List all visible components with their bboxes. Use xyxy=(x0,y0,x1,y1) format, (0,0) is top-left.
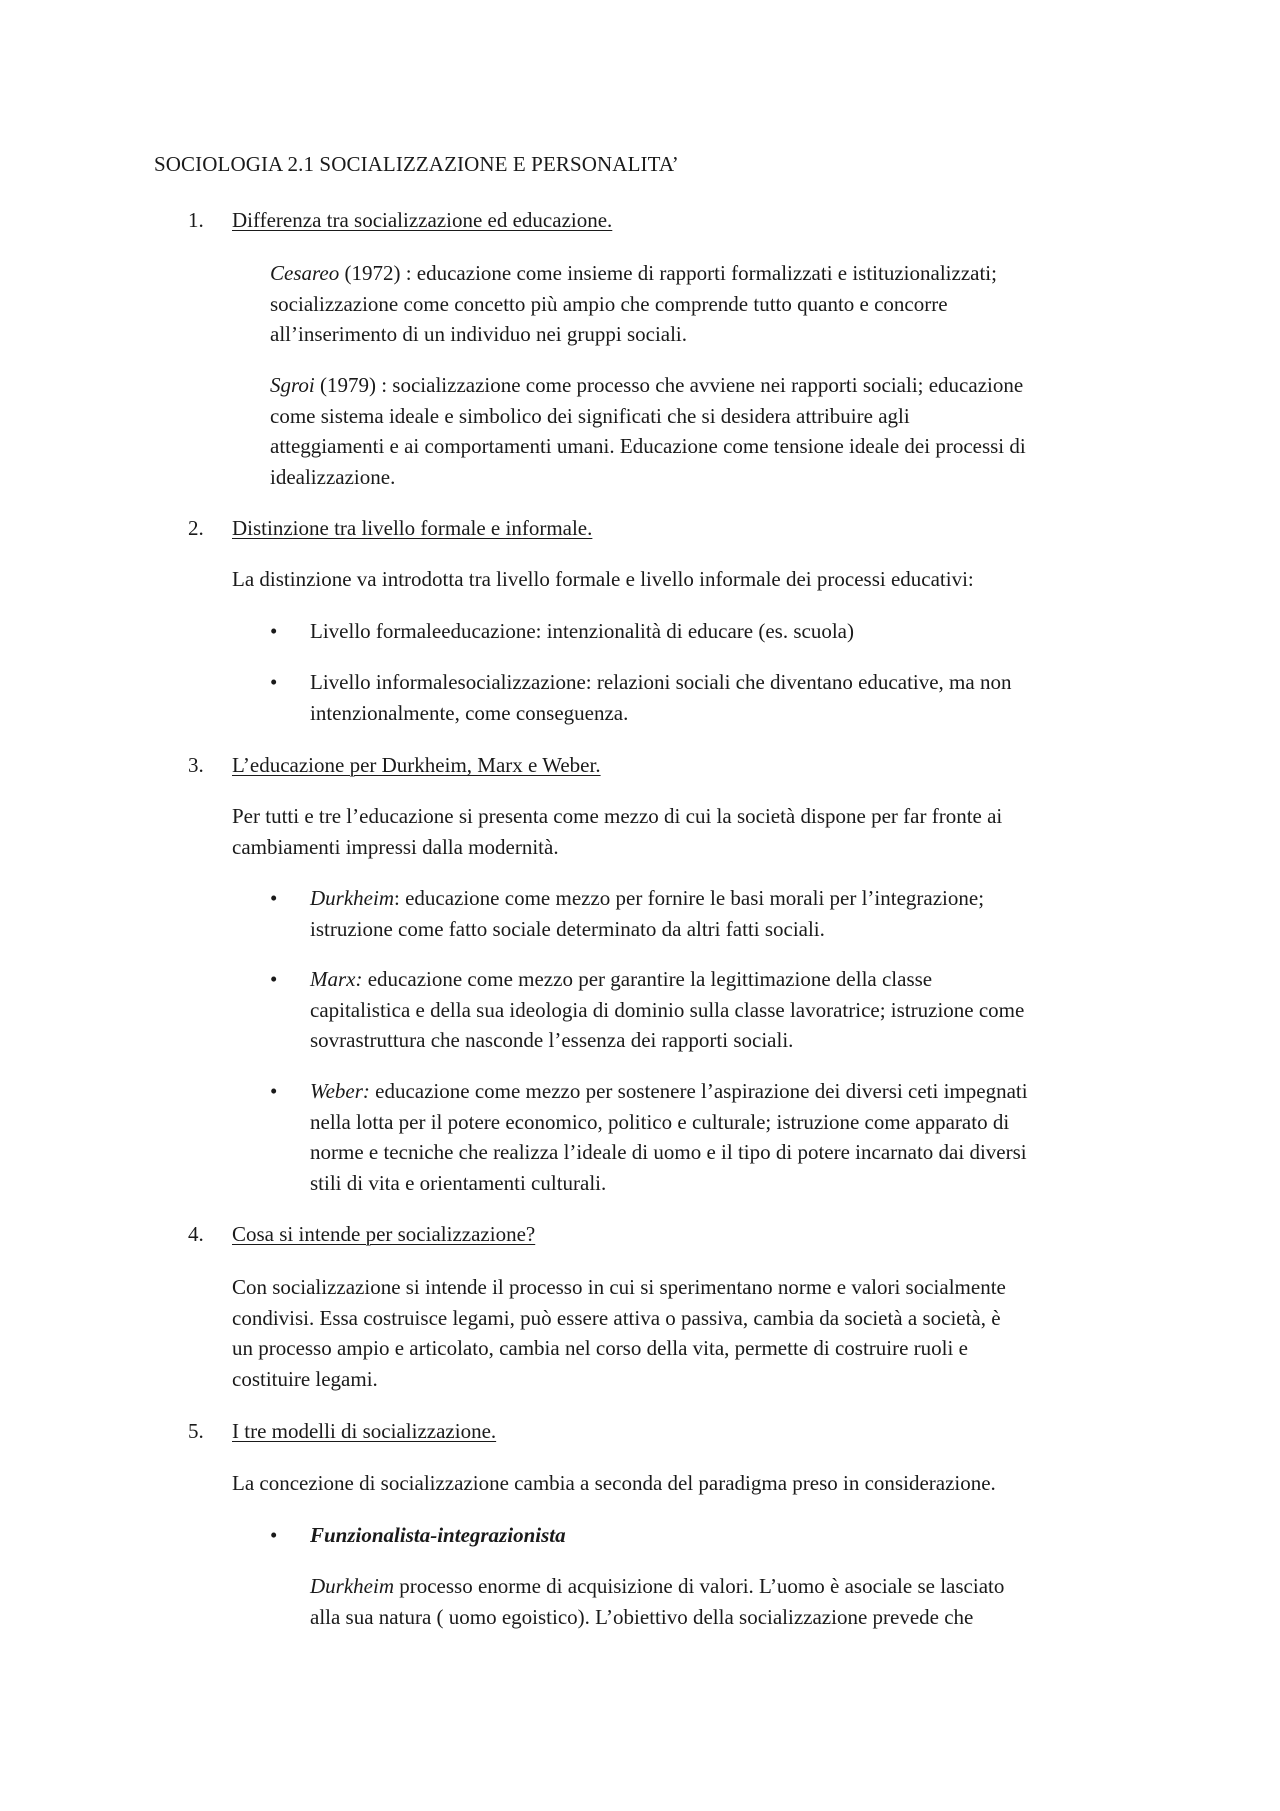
document-title: SOCIOLOGIA 2.1 SOCIALIZZAZIONE E PERSONALITA’ xyxy=(154,152,679,176)
paragraph-durkheim-5 xyxy=(310,1571,1004,1632)
paragraph-text: atteggiamenti e ai comportamenti umani. Educazione come tensione ideale dei processi di xyxy=(270,434,1026,458)
section-heading-2 xyxy=(188,515,592,541)
bullet-glyph: • xyxy=(270,886,278,910)
bullet-glyph: • xyxy=(270,967,278,991)
section-heading-5 xyxy=(188,1418,496,1444)
section-title: Differenza tra socializzazione ed educazione. xyxy=(232,208,613,232)
section-heading-3 xyxy=(188,752,601,778)
paragraph-text: socializzazione come concetto più ampio che comprende tutto quanto e concorre xyxy=(270,291,948,316)
paragraph-text: (1979) : socializzazione come processo che avviene nei rapporti sociali; educazione xyxy=(314,373,1024,397)
bullet-text: sovrastruttura che nasconde l’essenza dei rapporti sociali. xyxy=(310,1028,794,1052)
bullet-text: Livello informalesocializzazione: relazioni sociali che diventano educative, ma non xyxy=(310,670,1012,694)
author-name: Marx: xyxy=(310,967,363,991)
bullet-glyph: • xyxy=(270,670,278,694)
section-heading-4 xyxy=(188,1221,535,1247)
paragraph-text: Per tutti e tre l’educazione si presenta come mezzo di cui la società dispone per far fronte ai xyxy=(232,804,1003,828)
bullet-text: istruzione come fatto sociale determinato da altri fatti sociali. xyxy=(310,916,825,941)
paragraph-socializzazione xyxy=(232,1272,1006,1394)
paragraph-text: cambiamenti impressi dalla modernità. xyxy=(232,834,559,859)
author-name: Sgroi xyxy=(270,373,315,397)
section-number: 3. xyxy=(188,753,204,777)
section-title: I tre modelli di socializzazione. xyxy=(232,1419,497,1443)
paragraph-text: Con socializzazione si intende il processo in cui si sperimentano norme e valori socialmente xyxy=(232,1275,1006,1299)
section-number: 5. xyxy=(188,1419,204,1443)
author-name: Cesareo xyxy=(270,261,340,285)
paragraph-text: condivisi. Essa costruisce legami, può essere attiva o passiva, cambia da società a società, è xyxy=(232,1305,1001,1330)
bullet-text: : educazione come mezzo per fornire le basi morali per l’integrazione; xyxy=(393,886,985,910)
bullet-text: nella lotta per il potere economico, politico e culturale; istruzione come apparato di xyxy=(310,1109,1010,1134)
paragraph-intro-5 xyxy=(232,1468,996,1499)
author-name: Weber: xyxy=(310,1079,370,1103)
author-name: Durkheim xyxy=(310,1574,394,1598)
bullet-glyph: • xyxy=(270,1079,278,1103)
bullet-glyph: • xyxy=(270,619,278,643)
author-name: Durkheim xyxy=(310,886,394,910)
paragraph-text: processo enorme di acquisizione di valori. L’uomo è asociale se lasciato xyxy=(393,1574,1005,1598)
paragraph-intro-2 xyxy=(232,564,974,595)
section-heading-1 xyxy=(188,207,612,233)
paragraph-text: costituire legami. xyxy=(232,1366,378,1391)
section-number: 1. xyxy=(188,208,204,232)
paragraph-text: un processo ampio e articolato, cambia nel corso della vita, permette di costruire ruoli e xyxy=(232,1336,968,1360)
section-title: Cosa si intende per socializzazione? xyxy=(232,1222,536,1246)
paragraph-text: idealizzazione. xyxy=(270,464,396,489)
bullet-text: capitalistica e della sua ideologia di dominio sulla classe lavoratrice; istruzione come xyxy=(310,997,1025,1022)
paragraph-text: (1972) : educazione come insieme di rapporti formalizzati e istituzionalizzati; xyxy=(339,261,997,285)
paragraph-text: La concezione di socializzazione cambia a seconda del paradigma preso in considerazione. xyxy=(232,1471,996,1495)
paragraph-text: all’inserimento di un individuo nei gruppi sociali. xyxy=(270,322,688,346)
bullet-text: norme e tecniche che realizza l’ideale di uomo e il tipo di potere incarnato dai diversi xyxy=(310,1140,1027,1164)
paragraph-intro-3 xyxy=(232,801,1002,862)
bullet-glyph: • xyxy=(270,1523,278,1547)
paragraph-text: come sistema ideale e simbolico dei significati che si desidera attribuire agli xyxy=(270,403,910,428)
section-number: 4. xyxy=(188,1222,204,1246)
paragraph-sgroi xyxy=(270,370,1026,492)
section-title: L’educazione per Durkheim, Marx e Weber. xyxy=(232,753,601,777)
bullet-text: Livello formaleeducazione: intenzionalità di educare (es. scuola) xyxy=(310,619,855,643)
bullet-text: intenzionalmente, come conseguenza. xyxy=(310,700,629,725)
bullet-title: Funzionalista-integrazionista xyxy=(310,1523,566,1547)
paragraph-cesareo xyxy=(270,258,997,350)
bullet-text: educazione come mezzo per garantire la legittimazione della classe xyxy=(362,967,933,991)
section-number: 2. xyxy=(188,516,204,540)
bullet-text: educazione come mezzo per sostenere l’aspirazione dei diversi ceti impegnati xyxy=(369,1079,1028,1103)
paragraph-text: alla sua natura ( uomo egoistico). L’obiettivo della socializzazione prevede che xyxy=(310,1604,974,1629)
section-title: Distinzione tra livello formale e informale. xyxy=(232,516,593,540)
bullet-text: stili di vita e orientamenti culturali. xyxy=(310,1170,607,1195)
paragraph-text: La distinzione va introdotta tra livello formale e livello informale dei processi educativi: xyxy=(232,567,974,591)
